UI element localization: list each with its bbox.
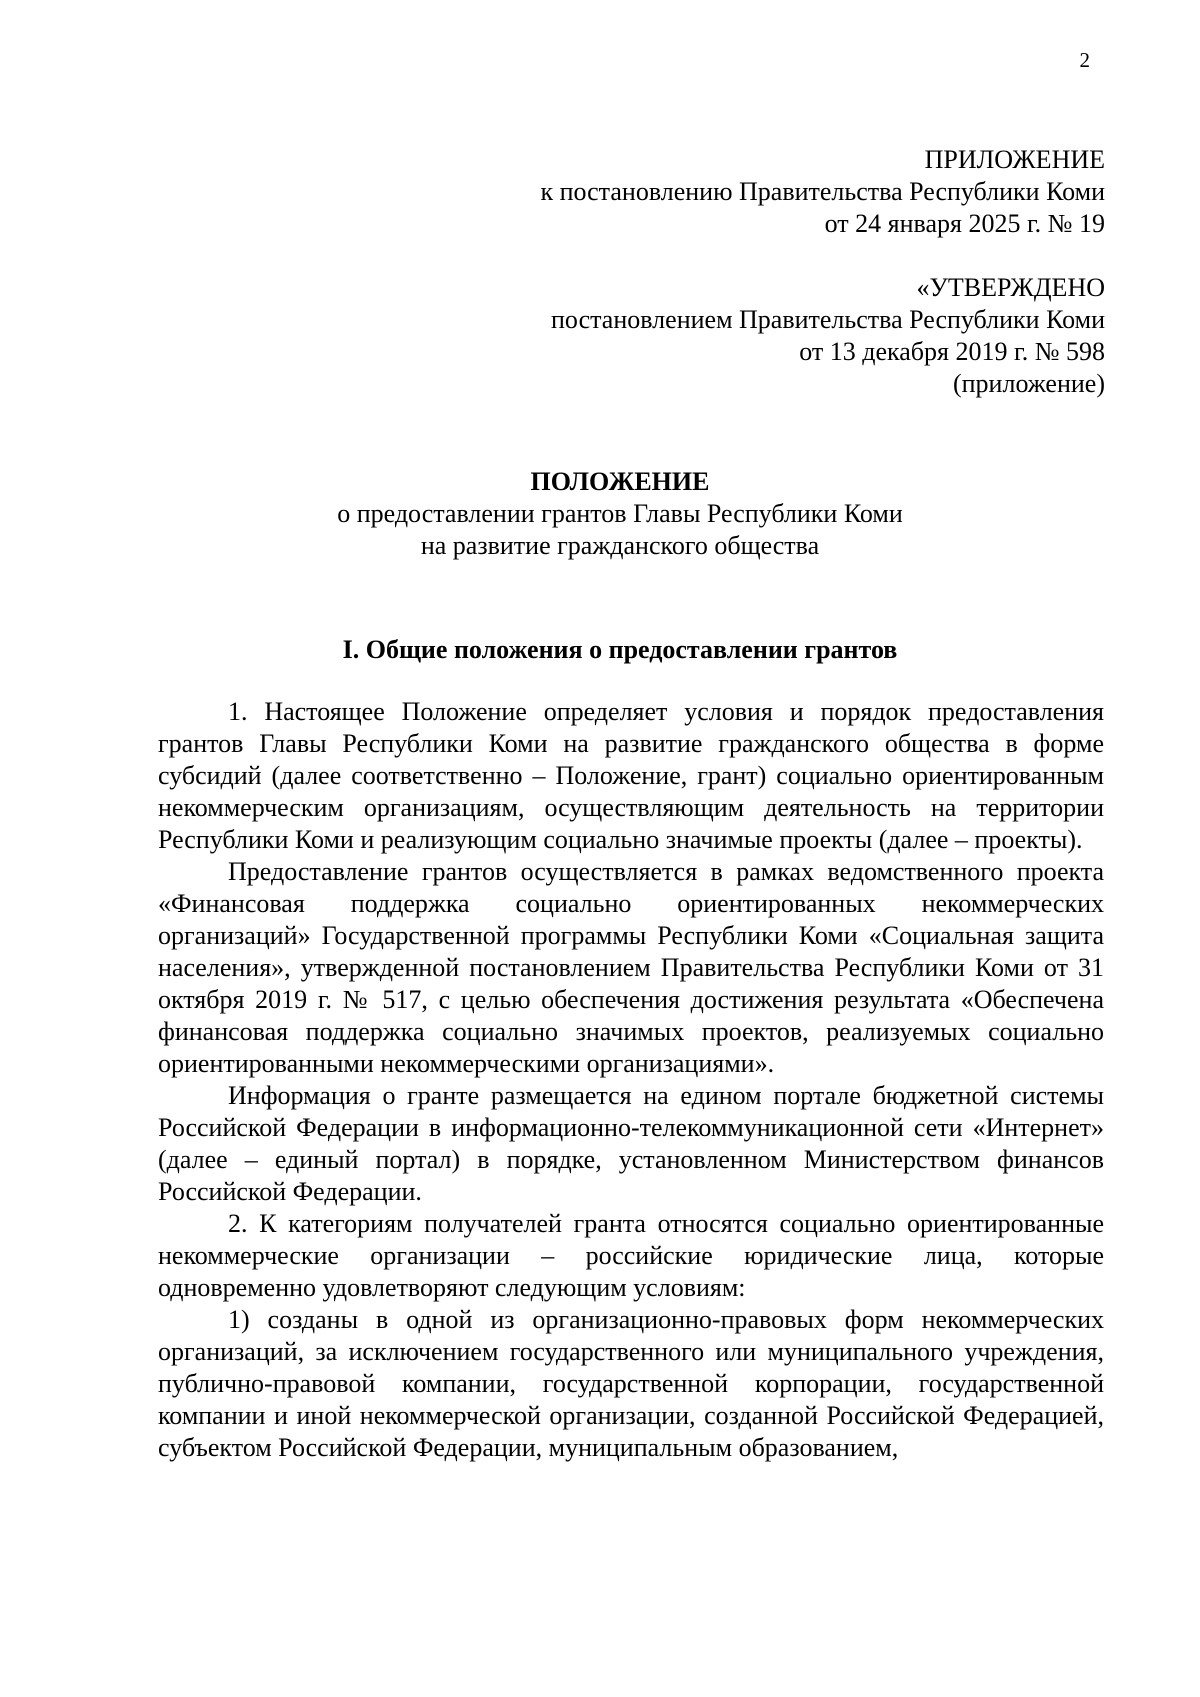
- paragraph: 2. К категориям получателей гранта относятся социально ориентированные некоммерческие организации – российские юридические лица, которые одновременно удовлетворяют следующим условиям:: [158, 1209, 1104, 1302]
- approved-label: «УТВЕРЖДЕНО: [916, 273, 1105, 302]
- paragraph: Предоставление грантов осуществляется в рамках ведомственного проекта «Финансовая поддержка социально ориентированных некоммерческих организаций» Государственной программы Республики Коми «Социальная защита населения», утвержденной постановлением Правительства Республики Коми от 31 октября 2019 г. № 517, с целью обеспечения достижения результата «Обеспечена финансовая поддержка социально значимых проектов, реализуемых социально ориентированными некоммерческими организациями».: [158, 857, 1104, 1078]
- paragraph: 1. Настоящее Положение определяет условия и порядок предоставления грантов Главы Республики Коми на развитие гражданского общества в форме субсидий (далее соответственно – Положение, грант) социально ориентированным некоммерческим организациям, осуществляющим деятельность на территории Республики Коми и реализующим социально значимые проекты (далее – проекты).: [158, 697, 1104, 854]
- appendix-date: от 24 января 2025 г. № 19: [824, 209, 1105, 238]
- document-subtitle: [0, 498, 1200, 562]
- appendix-reference: к постановлению Правительства Республики Коми: [540, 177, 1105, 206]
- document-title: ПОЛОЖЕНИЕ: [530, 467, 710, 496]
- document-body: [158, 696, 1104, 1464]
- approved-header: [551, 272, 1105, 400]
- approved-reference: постановлением Правительства Республики Коми: [551, 305, 1105, 334]
- approved-date: от 13 декабря 2019 г. № 598: [799, 337, 1105, 366]
- paragraph: 1) созданы в одной из организационно-правовых форм некоммерческих организаций, за исключением государственного или муниципального учреждения, публично-правовой компании, государственной корпорации, государственной компании и иной некоммерческой организации, созданной Российской Федерацией, субъектом Российской Федерации, муниципальным образованием,: [158, 1305, 1104, 1462]
- page-number: 2: [1079, 48, 1090, 72]
- approved-note: (приложение): [952, 369, 1105, 398]
- appendix-label: ПРИЛОЖЕНИЕ: [924, 145, 1105, 174]
- appendix-header: [540, 144, 1105, 240]
- subtitle-line: о предоставлении грантов Главы Республики Коми: [337, 499, 903, 528]
- paragraph: Информация о гранте размещается на едином портале бюджетной системы Российской Федерации в информационно-телекоммуникационной сети «Интернет» (далее – единый портал) в порядке, установленном Министерством финансов Российской Федерации.: [158, 1081, 1104, 1206]
- section-title: I. Общие положения о предоставлении грантов: [342, 635, 898, 664]
- subtitle-line: на развитие гражданского общества: [420, 531, 820, 560]
